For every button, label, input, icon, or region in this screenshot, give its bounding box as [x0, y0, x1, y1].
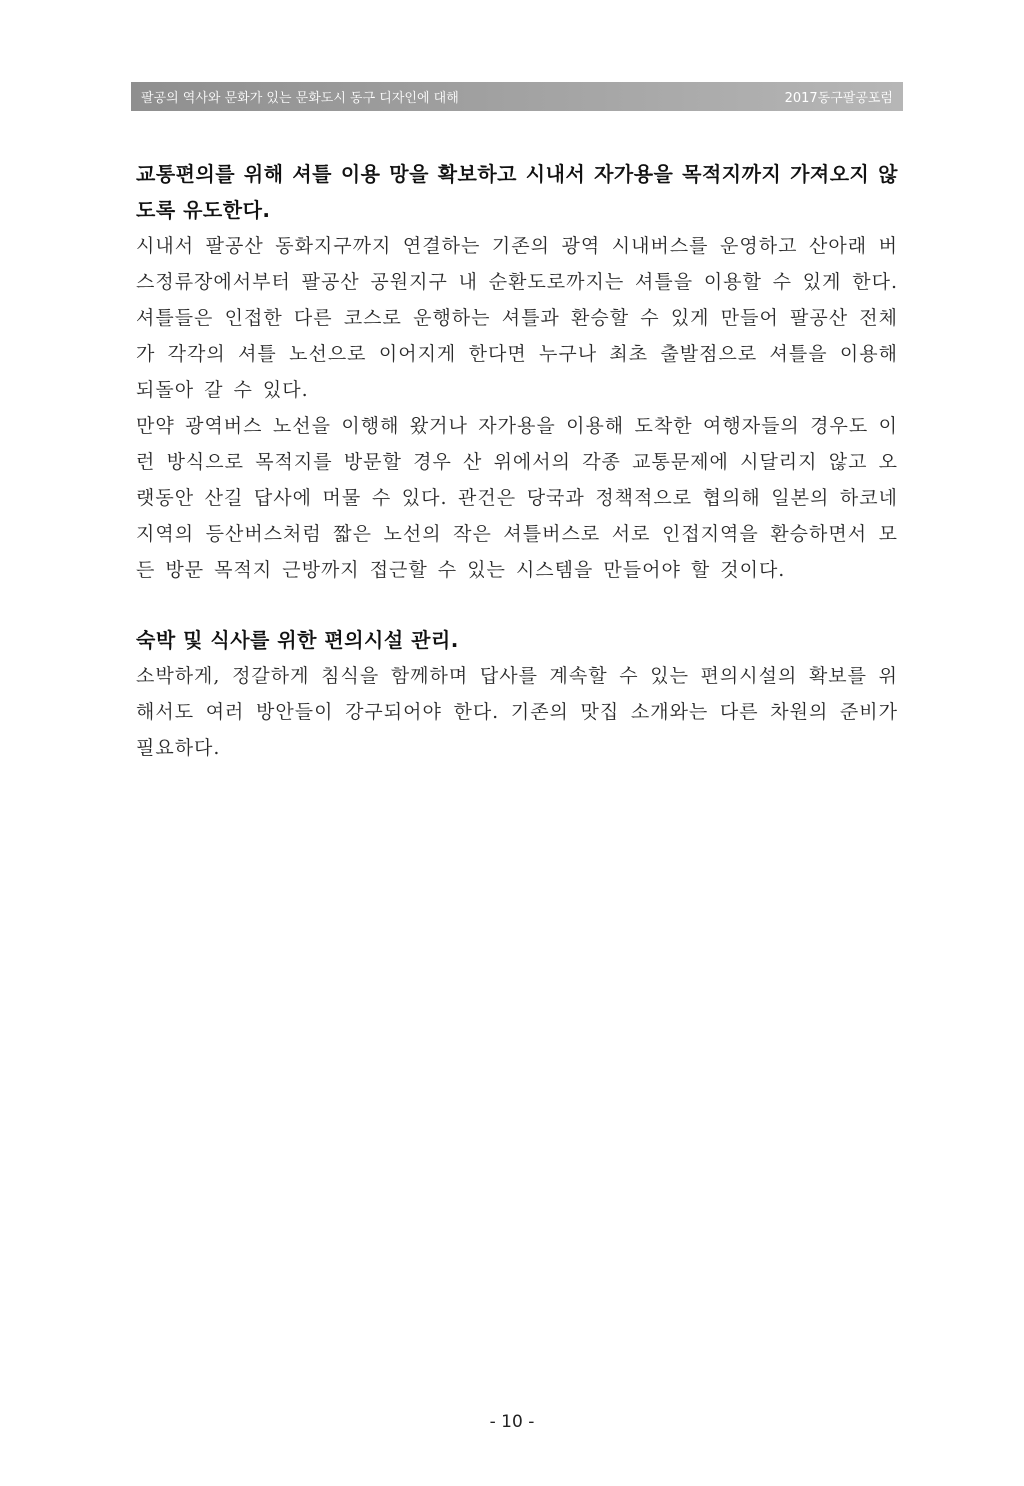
section-transport	[136, 156, 898, 588]
page-number: - 10 -	[489, 1412, 535, 1432]
section-heading-lodging: 숙박 및 식사를 위한 편의시설 관리.	[136, 628, 459, 652]
header-document-title: 팔공의 역사와 문화가 있는 문화도시 동구 디자인에 대해	[141, 91, 459, 106]
header-forum-name: 2017동구팔공포럼	[784, 91, 893, 106]
paragraph-lodging: 소박하게, 정갈하게 침식을 함께하며 답사를 계속할 수 있는 편의시설의 확보를 위해서도 여러 방안들이 강구되어야 한다. 기존의 맛집 소개와는 다른 차원의 준비가 필요하다.	[136, 665, 898, 759]
section-heading-transport: 교통편의를 위해 셔틀 이용 망을 확보하고 시내서 자가용을 목적지까지 가져오지 않도록 유도한다.	[136, 162, 898, 222]
document-body	[136, 156, 898, 766]
paragraph-shuttle-routes: 시내서 팔공산 동화지구까지 연결하는 기존의 광역 시내버스를 운영하고 산아래 버스정류장에서부터 팔공산 공원지구 내 순환도로까지는 셔틀을 이용할 수 있게 한다. 셔틀들은 인접한 다른 코스로 운행하는 셔틀과 환승할 수 있게 만들어 팔공산 전체가 각각의 셔틀 노선으로 이어지게 한다면 누구나 최초 출발점으로 셔틀을 이용해 되돌아 갈 수 있다.	[136, 235, 898, 401]
section-lodging	[136, 622, 898, 766]
running-header	[131, 82, 903, 111]
paragraph-shuttle-system: 만약 광역버스 노선을 이행해 왔거나 자가용을 이용해 도착한 여행자들의 경우도 이런 방식으로 목적지를 방문할 경우 산 위에서의 각종 교통문제에 시달리지 않고 오랫동안 산길 답사에 머물 수 있다. 관건은 당국과 정책적으로 협의해 일본의 하코네 지역의 등산버스처럼 짧은 노선의 작은 셔틀버스로 서로 인접지역을 환승하면서 모든 방문 목적지 근방까지 접근할 수 있는 시스템을 만들어야 할 것이다.	[136, 415, 898, 581]
